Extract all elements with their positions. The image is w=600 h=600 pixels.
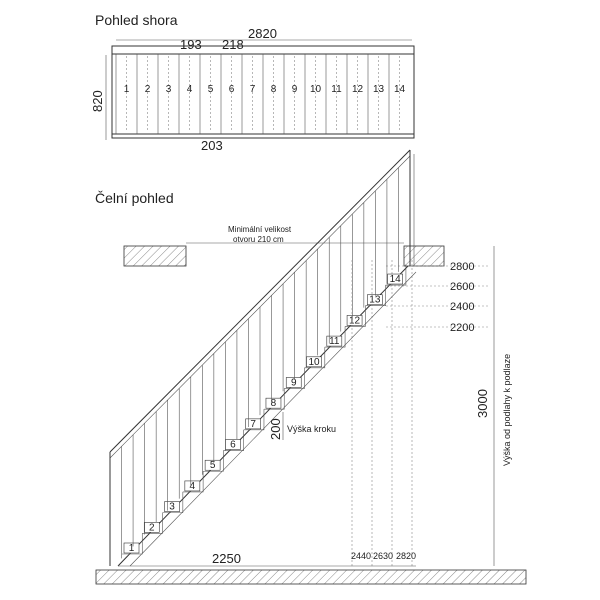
plan-step-number: 10 — [309, 84, 322, 95]
bottom-stringer — [112, 134, 414, 138]
rail-spacing-a-label: 193 — [180, 37, 202, 52]
step-number: 10 — [308, 356, 320, 368]
step-number: 4 — [189, 480, 196, 492]
depth-dimension-label: 820 — [90, 90, 105, 112]
plan-step-number: 7 — [249, 84, 256, 95]
total-height-label: 3000 — [475, 389, 490, 418]
height-label-2200: 2200 — [450, 322, 475, 334]
height-label-2600: 2600 — [450, 281, 475, 293]
plan-step-number: 13 — [372, 84, 385, 95]
height-label-2400: 2400 — [450, 301, 475, 313]
total-height-caption: Výška od podlahy k podlaze — [502, 353, 512, 466]
step-number: 12 — [349, 315, 361, 327]
plan-tread-grid — [116, 54, 405, 134]
upper-floor-slab-left — [124, 246, 186, 266]
step-number: 2 — [148, 522, 155, 534]
plan-step-number: 11 — [331, 84, 342, 95]
plan-step-number: 8 — [270, 84, 277, 95]
step-number: 5 — [209, 460, 216, 472]
plan-step-number: 6 — [228, 84, 235, 95]
plan-step-number: 4 — [186, 84, 193, 95]
step-number: 3 — [169, 501, 175, 513]
plan-step-number: 9 — [291, 84, 298, 95]
step-number: 14 — [389, 274, 401, 286]
plan-step-number: 5 — [207, 84, 214, 95]
plan-step-number: 3 — [165, 84, 172, 95]
step-number: 8 — [270, 398, 277, 410]
plan-step-number: 12 — [351, 84, 364, 95]
step-number: 13 — [369, 294, 381, 306]
ground-floor — [96, 570, 526, 584]
step-number: 6 — [230, 439, 236, 451]
top-view-title: Pohled shora — [95, 12, 178, 28]
top-handrail — [112, 46, 414, 54]
bottom-dim-2440: 2440 — [351, 551, 372, 561]
stair-front-view — [110, 150, 416, 566]
width-dimension-label: 2820 — [248, 26, 277, 41]
step-number: 7 — [250, 418, 256, 430]
plan-step-number: 14 — [393, 84, 406, 95]
bottom-dim-2820: 2820 — [396, 551, 417, 561]
front-view-title: Čelní pohled — [95, 190, 174, 206]
rail-spacing-b-label: 218 — [222, 37, 244, 52]
step-height-caption: Výška kroku — [287, 424, 337, 434]
opening-note-line1: Minimální velikost — [228, 225, 292, 234]
plan-step-number: 2 — [144, 84, 151, 95]
opening-note-line2: otvoru 210 cm — [233, 235, 284, 244]
step-height-label: 200 — [268, 418, 283, 440]
plan-step-number: 1 — [123, 84, 130, 95]
lower-stringer — [118, 266, 408, 566]
step-number: 11 — [329, 336, 340, 348]
base-length-label: 2250 — [212, 551, 241, 566]
bottom-dim-2630: 2630 — [373, 551, 394, 561]
tread-depth-label: 203 — [201, 138, 223, 153]
step-number: 9 — [290, 377, 297, 389]
height-label-2800: 2800 — [450, 261, 475, 273]
step-number: 1 — [128, 543, 135, 554]
